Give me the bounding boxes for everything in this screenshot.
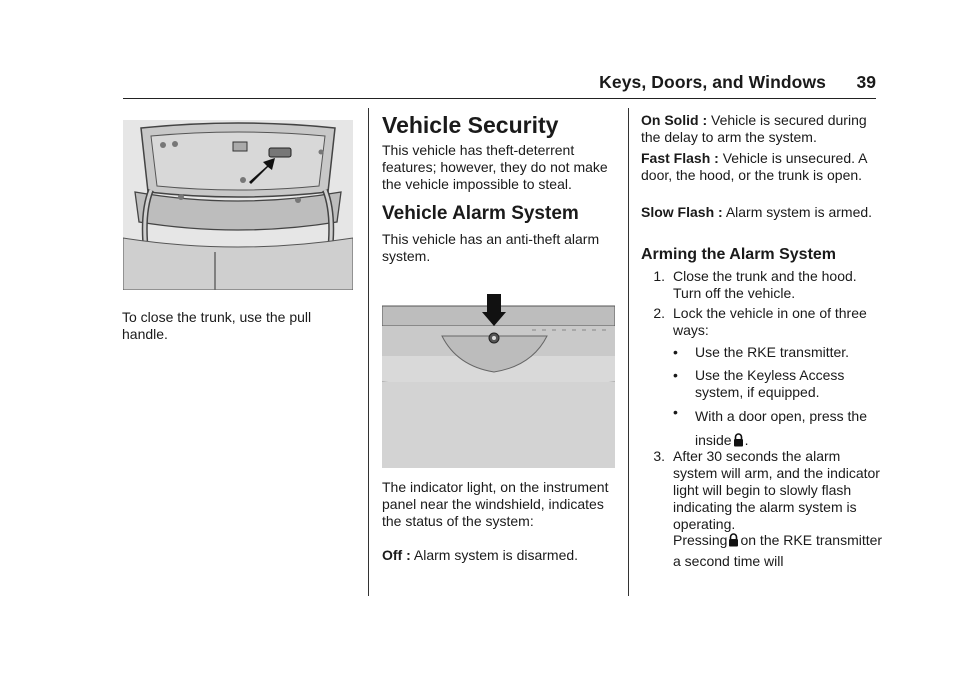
status-fast-flash-term: Fast Flash : — [641, 150, 719, 166]
status-off-desc: Alarm system is disarmed. — [413, 547, 579, 563]
step-3-number: 3. — [653, 448, 665, 464]
trunk-caption: To close the trunk, use the pull handle. — [122, 309, 312, 342]
status-slow-flash-term: Slow Flash : — [641, 204, 723, 220]
step-3-text: After 30 seconds the alarm system will arm, and the indicator light will begin to slowly flash indicating the alarm system is operating. — [673, 448, 880, 532]
step-3-pressing: Pressing — [673, 532, 728, 548]
column-divider-left — [368, 108, 369, 596]
status-off-term: Off : — [382, 547, 411, 563]
step-1-number: 1. — [653, 268, 665, 284]
status-slow-flash — [641, 204, 881, 221]
bullet-mark: • — [673, 404, 678, 420]
bullet-mark: • — [673, 367, 678, 383]
step-3-rke-text: on the RKE transmitter a second time will — [673, 532, 883, 569]
bullet-door-open-period: . — [744, 432, 749, 448]
heading-vehicle-security: Vehicle Security — [382, 112, 559, 138]
indicator-light-illustration — [382, 294, 615, 468]
status-fast-flash — [641, 150, 881, 184]
status-off — [382, 547, 618, 564]
status-fast-flash-desc: Vehicle is unsecured. A door, the hood, or the trunk is open. — [641, 150, 867, 183]
lock-icon — [733, 433, 744, 447]
security-paragraph: This vehicle has theft-deterrent features; however, they do not make the vehicle impossible to steal. — [382, 142, 608, 192]
heading-arming-alarm: Arming the Alarm System — [641, 246, 837, 263]
alarm-paragraph: This vehicle has an anti-theft alarm system. — [382, 231, 600, 264]
status-on-solid-desc: Vehicle is secured during the delay to arm the system. — [641, 112, 867, 145]
heading-vehicle-alarm-system: Vehicle Alarm System — [382, 203, 579, 224]
page-header-title: Keys, Doors, and Windows — [599, 72, 826, 92]
header-rule — [123, 98, 876, 99]
bullet-mark: • — [673, 344, 678, 360]
column-divider-right — [628, 108, 629, 596]
step-2-text: Lock the vehicle in one of three ways: — [673, 305, 867, 338]
status-on-solid-term: On Solid : — [641, 112, 708, 128]
step-1-text: Close the trunk and the hood. Turn off the vehicle. — [673, 268, 857, 301]
status-slow-flash-desc: Alarm system is armed. — [725, 204, 873, 220]
lock-icon — [728, 533, 739, 547]
bullet-door-open-text: With a door open, press the inside — [695, 408, 867, 448]
bullet-rke-text: Use the RKE transmitter. — [695, 344, 850, 360]
page-number: 39 — [856, 72, 876, 92]
status-on-solid — [641, 112, 881, 146]
step-2-number: 2. — [653, 305, 665, 321]
indicator-paragraph: The indicator light, on the instrument panel near the windshield, indicates the status of the system: — [382, 479, 609, 529]
trunk-illustration — [123, 120, 353, 290]
bullet-keyless-text: Use the Keyless Access system, if equipped. — [695, 367, 845, 400]
